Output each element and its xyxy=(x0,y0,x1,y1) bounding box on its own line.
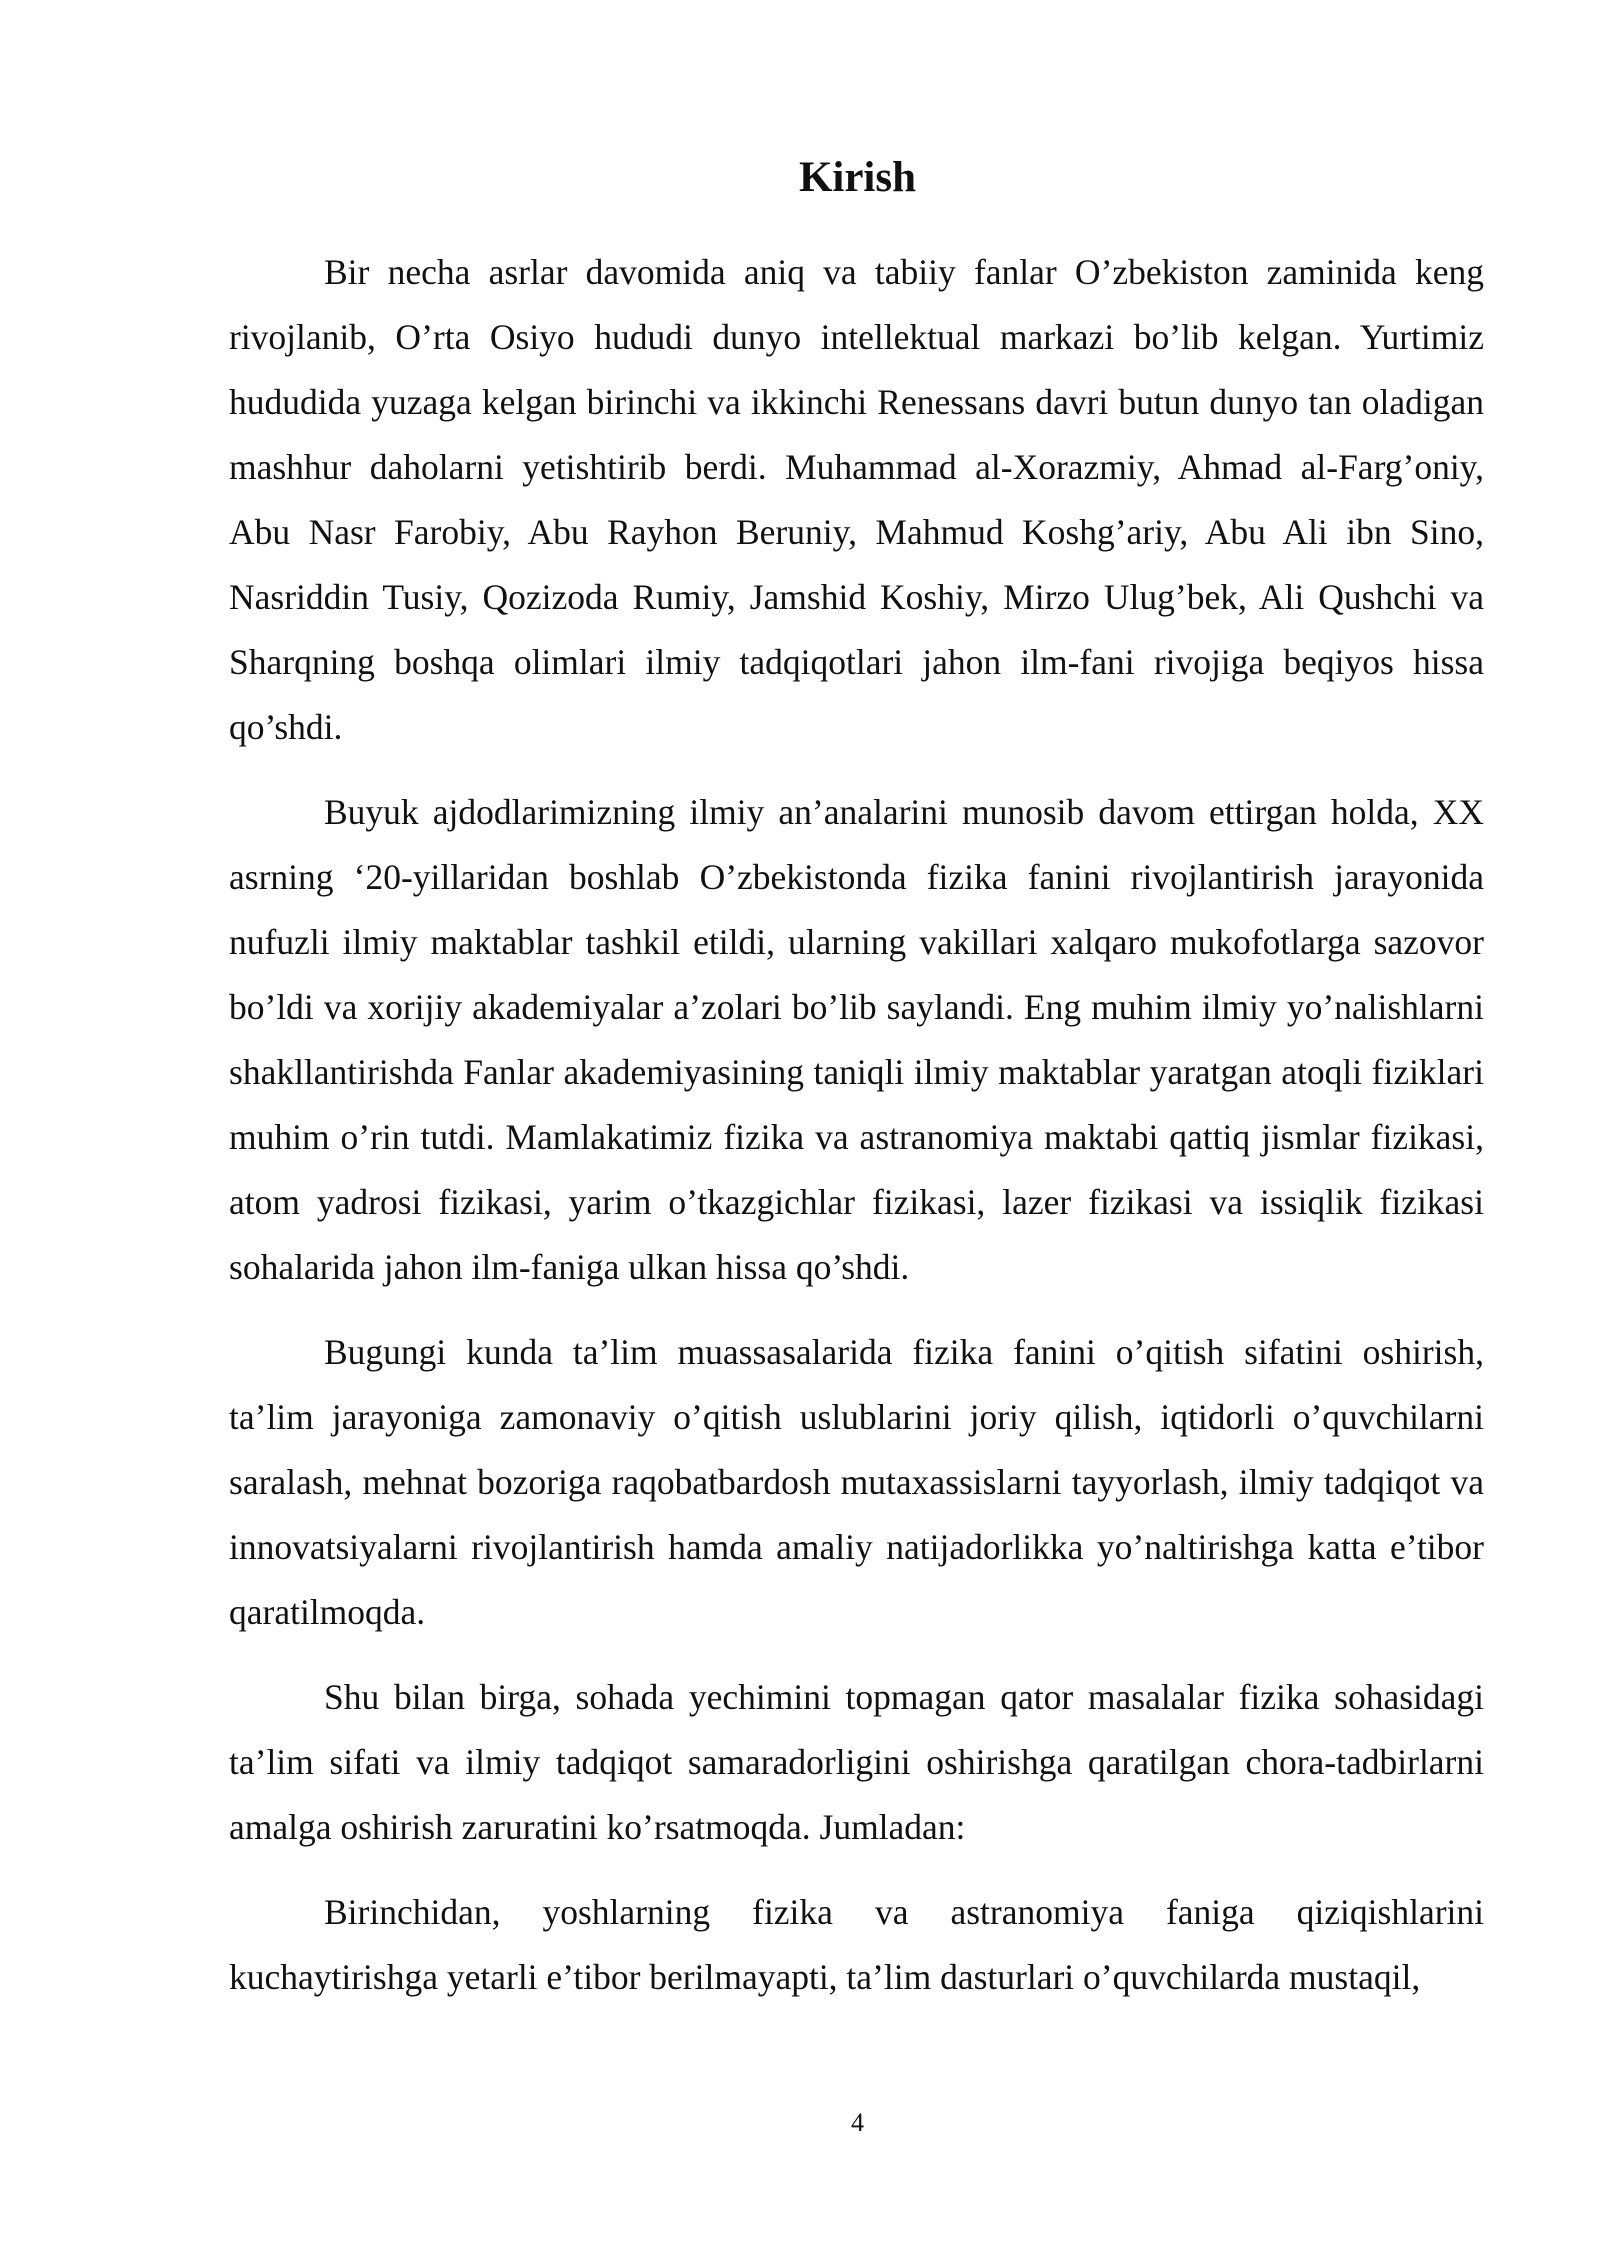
paragraph-5: Birinchidan, yoshlarning fizika va astranomiya faniga qiziqishlarini kuchaytirishga yetarli e’tibor berilmayapti, ta’lim dasturlari o’quvchilarda mustaqil, xyxy=(229,1892,1484,1997)
paragraph-2: Buyuk ajdodlarimizning ilmiy an’analarini munosib davom ettirgan holda, XX asrning ‘20-yillaridan boshlab O’zbekistonda fizika fanini rivojlantirish jarayonida nufuzli ilmiy maktablar tashkil etildi, ularning vakillari xalqaro mukofotlarga sazovor bo’ldi va xorijiy akademiyalar a’zolari bo’lib saylandi. Eng muhim ilmiy yo’nalishlarni shakllantirishda Fanlar akademiyasining taniqli ilmiy maktablar yaratgan atoqli fiziklari muhim o’rin tutdi. Mamlakatimiz fizika va astranomiya maktabi qattiq jismlar fizikasi, atom yadrosi fizikasi, yarim o’tkazgichlar fizikasi, lazer fizikasi va issiqlik fizikasi sohalarida jahon ilm-faniga ulkan hissa qo’shdi. xyxy=(229,792,1484,1287)
paragraph-4: Shu bilan birga, sohada yechimini topmagan qator masalalar fizika sohasidagi ta’lim sifati va ilmiy tadqiqot samaradorligini oshirishga qaratilgan chora-tadbirlarni amalga oshirish zaruratini ko’rsatmoqda. Jumladan: xyxy=(229,1677,1484,1847)
page-title: Kirish xyxy=(798,154,917,201)
paragraph-1: Bir necha asrlar davomida aniq va tabiiy fanlar O’zbekiston zaminida keng rivojlanib, O’rta Osiyo hududi dunyo intellektual markazi bo’lib kelgan. Yurtimiz hududida yuzaga kelgan birinchi va ikkinchi Renessans davri butun dunyo tan oladigan mashhur daholarni yetishtirib berdi. Muhammad al-Xorazmiy, Ahmad al-Farg’oniy, Abu Nasr Farobiy, Abu Rayhon Beruniy, Mahmud Koshg’ariy, Abu Ali ibn Sino, Nasriddin Tusiy, Qozizoda Rumiy, Jamshid Koshiy, Mirzo Ulug’bek, Ali Qushchi va Sharqning boshqa olimlari ilmiy tadqiqotlari jahon ilm-fani rivojiga beqiyos hissa qo’shdi. xyxy=(229,252,1484,747)
paragraph-3: Bugungi kunda ta’lim muassasalarida fizika fanini o’qitish sifatini oshirish, ta’lim jarayoniga zamonaviy o’qitish uslublarini joriy qilish, iqtidorli o’quvchilarni saralash, mehnat bozoriga raqobatbardosh mutaxassislarni tayyorlash, ilmiy tadqiqot va innovatsiyalarni rivojlantirish hamda amaliy natijadorlikka yo’naltirishga katta e’tibor qaratilmoqda. xyxy=(229,1332,1484,1632)
body-text xyxy=(229,240,1484,2030)
page-number: 4 xyxy=(851,2108,864,2137)
